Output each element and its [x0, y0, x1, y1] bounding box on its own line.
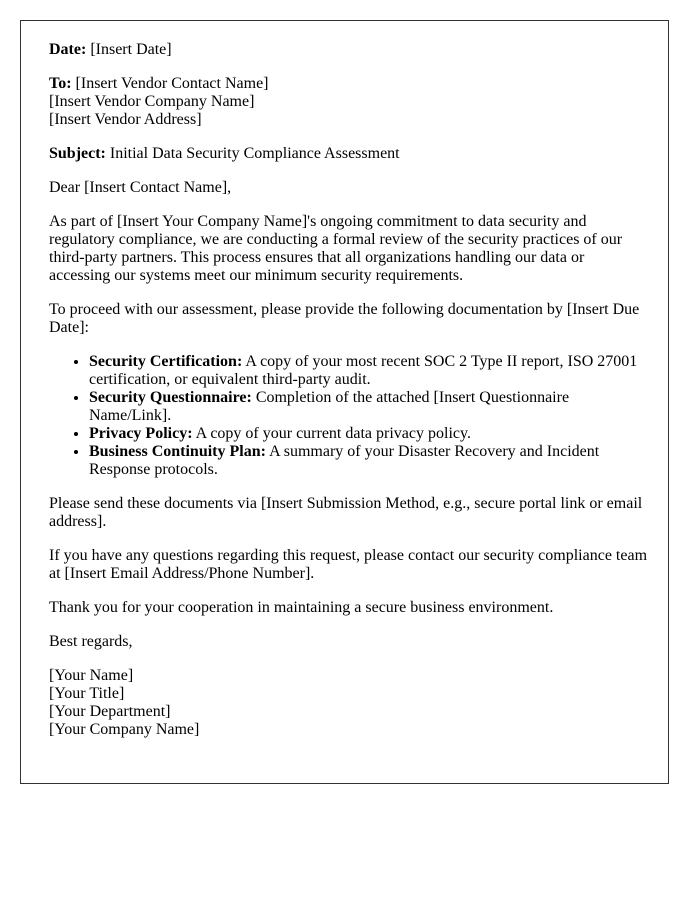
salutation: Dear [Insert Contact Name], — [49, 179, 232, 196]
date-value: [Insert Date] — [90, 41, 172, 58]
subject-value: Initial Data Security Compliance Assessment — [109, 145, 400, 162]
signature-block — [49, 667, 648, 739]
list-item — [89, 443, 648, 479]
signature-title: [Your Title] — [49, 685, 125, 702]
list-item — [89, 353, 648, 389]
signature-company: [Your Company Name] — [49, 721, 200, 738]
item-label: Privacy Policy: — [89, 425, 193, 442]
recipient-company: [Insert Vendor Company Name] — [49, 93, 255, 110]
subject-line — [49, 145, 648, 163]
submission-paragraph: Please send these documents via [Insert Submission Method, e.g., secure portal link or email address]. — [49, 495, 643, 530]
subject-label: Subject: — [49, 145, 106, 162]
recipient-contact-line — [49, 75, 648, 93]
documentation-list — [49, 353, 648, 479]
item-text: A copy of your current data privacy policy. — [195, 425, 471, 442]
item-label: Business Continuity Plan: — [89, 443, 266, 460]
intro-paragraph: As part of [Insert Your Company Name]'s ongoing commitment to data security and regulatory compliance, we are conducting a formal review of the security practices of our third-party partners. This process ensures that all organizations handling our data or accessing our systems meet our minimum security requirements. — [49, 213, 623, 284]
thanks-paragraph: Thank you for your cooperation in maintaining a secure business environment. — [49, 599, 554, 616]
letter-container — [20, 20, 669, 784]
item-text: A copy of your most recent SOC 2 Type II report, ISO 27001 certification, or equivalent third-party audit. — [89, 353, 638, 388]
recipient-contact: [Insert Vendor Contact Name] — [75, 75, 269, 92]
recipient-address: [Insert Vendor Address] — [49, 111, 202, 128]
item-text: A summary of your Disaster Recovery and Incident Response protocols. — [89, 443, 600, 478]
to-label: To: — [49, 75, 72, 92]
list-item — [89, 389, 648, 425]
item-text: Completion of the attached [Insert Questionnaire Name/Link]. — [89, 389, 570, 424]
item-label: Security Questionnaire: — [89, 389, 252, 406]
closing: Best regards, — [49, 633, 133, 650]
item-label: Security Certification: — [89, 353, 243, 370]
date-label: Date: — [49, 41, 87, 58]
date-line — [49, 41, 648, 59]
request-paragraph: To proceed with our assessment, please provide the following documentation by [Insert Due Date]: — [49, 301, 640, 336]
recipient-block — [49, 75, 648, 129]
signature-name: [Your Name] — [49, 667, 134, 684]
signature-department: [Your Department] — [49, 703, 171, 720]
questions-paragraph: If you have any questions regarding this request, please contact our security compliance team at [Insert Email Address/Phone Number]. — [49, 547, 648, 582]
list-item — [89, 425, 648, 443]
